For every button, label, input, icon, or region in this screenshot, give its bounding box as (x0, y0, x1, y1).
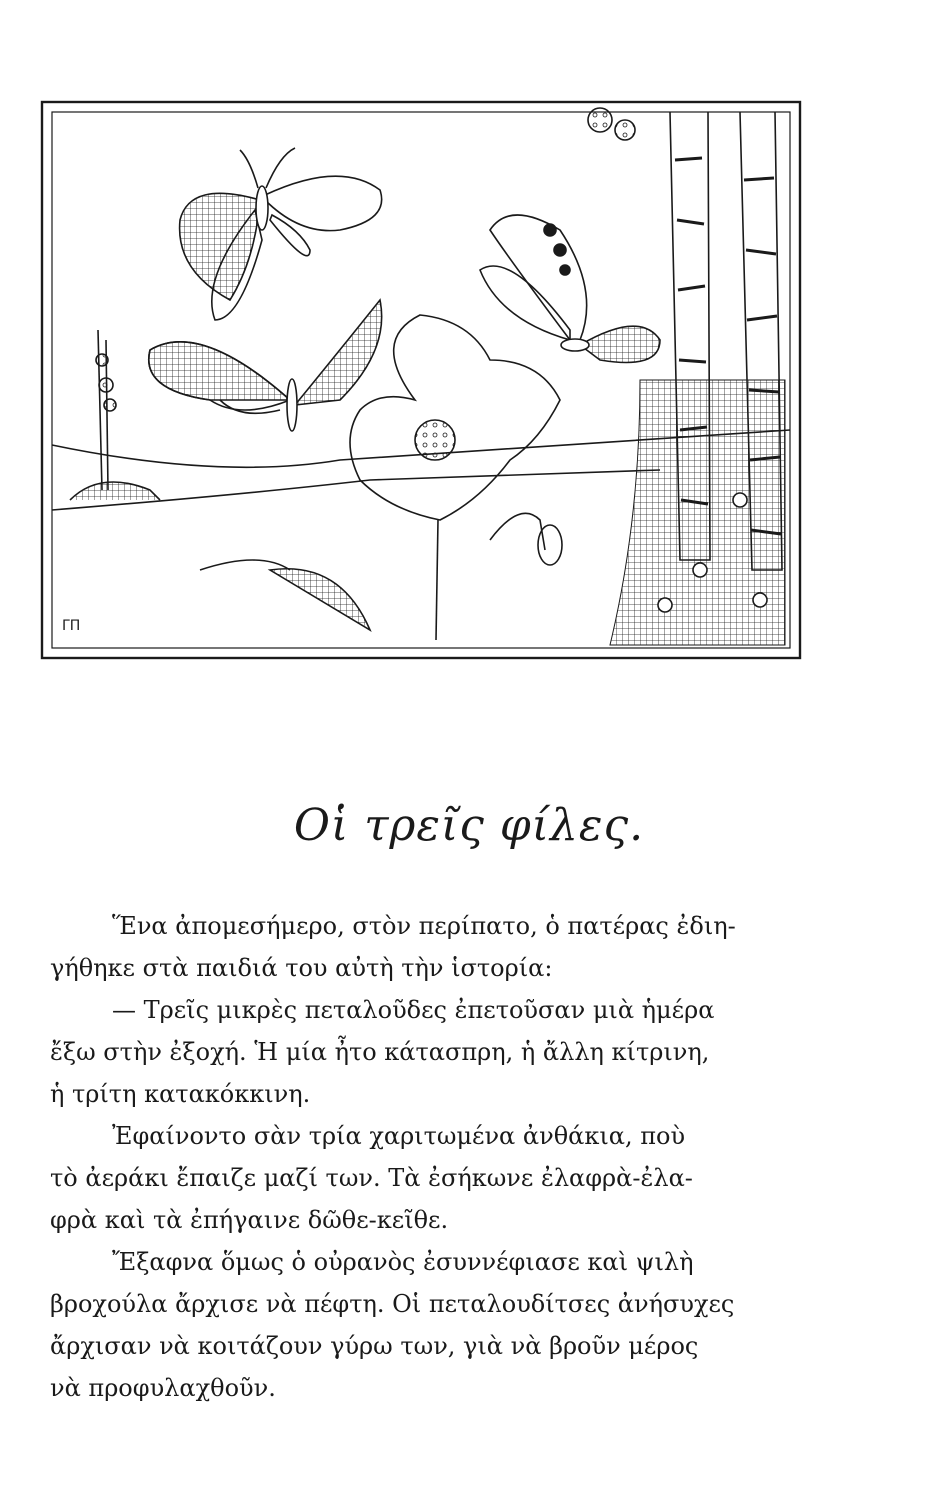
text-line: ἄρχισαν νὰ κοιτάζουν γύρω των, γιὰ νὰ βροῦν μέρος (50, 1332, 699, 1360)
text-line: ἡ τρίτη κατακόκκινη. (50, 1080, 311, 1108)
text-line: Ἔξαφνα ὅμως ὁ οὐρανὸς ἐσυννέφιασε καὶ ψιλὴ (112, 1248, 694, 1276)
butterfly-top-left (180, 148, 382, 320)
text-line: νὰ προφυλαχθοῦν. (50, 1374, 276, 1402)
paragraph-1 (50, 905, 810, 989)
story-text (50, 905, 810, 1409)
paragraph-4 (50, 1241, 810, 1409)
text-line: ἔξω στὴν ἐξοχή. Ἡ μία ἦτο κάτασπρη, ἡ ἄλλη κίτρινη, (50, 1038, 710, 1066)
text-line: — Τρεῖς μικρὲς πεταλοῦδες ἐπετοῦσαν μιὰ ἡμέρα (112, 996, 715, 1024)
text-line: Ἐφαίνοντο σὰν τρία χαριτωμένα ἀνθάκια, ποὺ (112, 1122, 686, 1150)
butterflies-illustration (40, 100, 802, 660)
butterfly-right (480, 215, 660, 363)
paragraph-3 (50, 1115, 810, 1241)
poppy-flower (200, 315, 562, 640)
text-line: γήθηκε στὰ παιδιά του αὐτὴ τὴν ἱστορία: (50, 954, 553, 982)
birch-trees (588, 108, 785, 645)
text-line: βροχούλα ἄρχισε νὰ πέφτη. Οἱ πεταλουδίτσες ἀνήσυχες (50, 1290, 735, 1318)
text-line: φρὰ καὶ τὰ ἐπήγαινε δῶθε-κεῖθε. (50, 1206, 449, 1234)
foxglove-plant (96, 330, 116, 490)
paragraph-2 (50, 989, 810, 1115)
text-line: τὸ ἀεράκι ἔπαιζε μαζί των. Τὰ ἐσήκωνε ἐλαφρὰ-ἐλα- (50, 1164, 693, 1192)
text-line: Ἕνα ἀπομεσήμερο, στὸν περίπατο, ὁ πατέρας ἐδιη- (112, 912, 736, 940)
story-title: Οἱ τρεῖς φίλες. (293, 800, 645, 851)
butterfly-middle-left (149, 300, 382, 431)
artist-monogram: ΓΠ (62, 618, 81, 634)
